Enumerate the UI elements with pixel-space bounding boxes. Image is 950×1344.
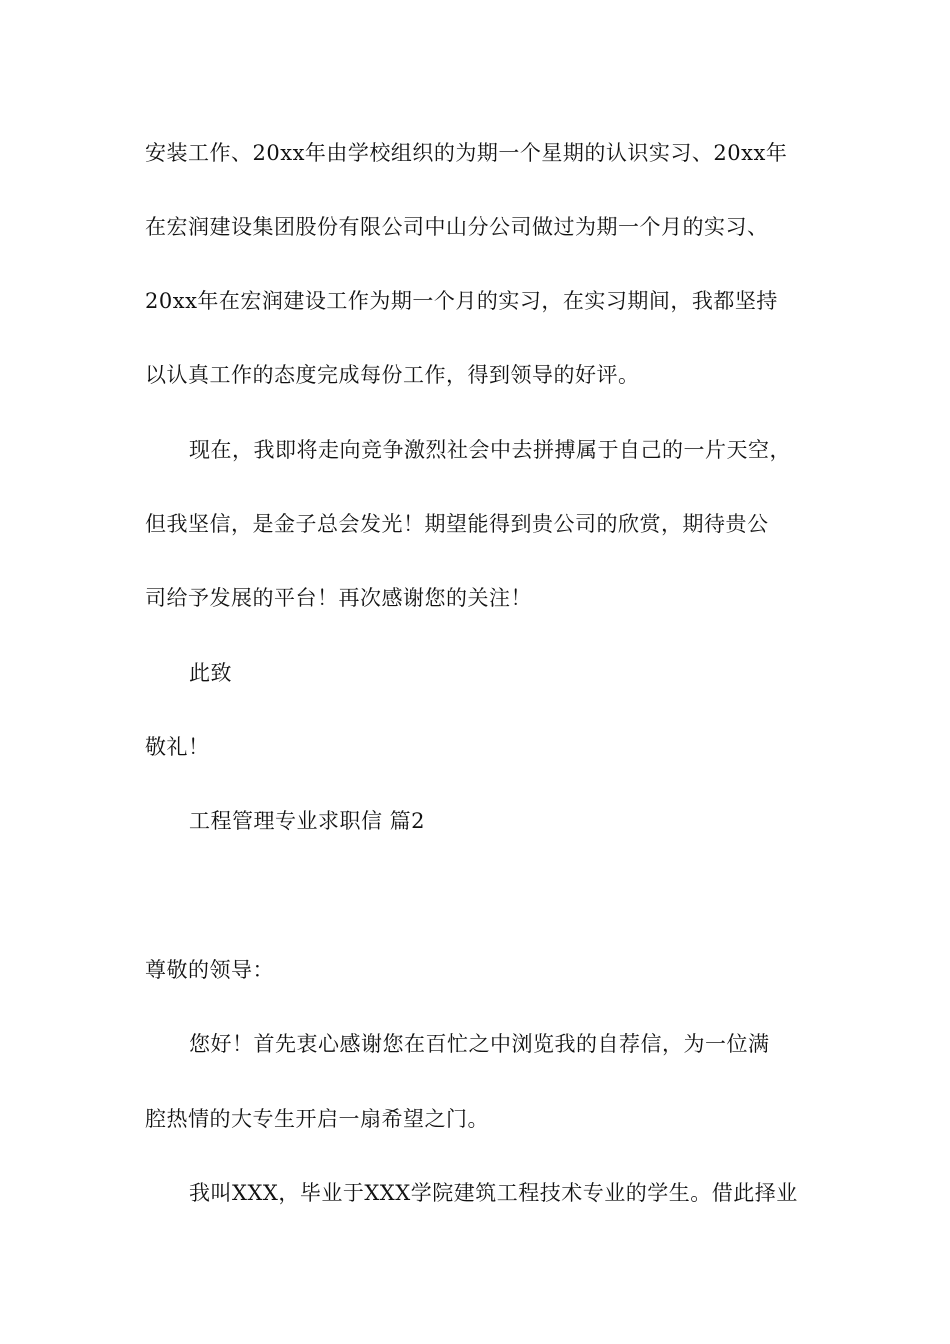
paragraph-line: 您好！首先衷心感谢您在百忙之中浏览我的自荐信，为一位满 — [189, 1032, 770, 1056]
paragraph-line: 司给予发展的平台！再次感谢您的关注！ — [145, 586, 532, 610]
paragraph-line: 安装工作、20xx年由学校组织的为期一个星期的认识实习、20xx年 — [145, 141, 788, 165]
paragraph-line: 但我坚信，是金子总会发光！期望能得到贵公司的欣赏，期待贵公 — [145, 512, 769, 536]
closing-regards: 敬礼！ — [145, 735, 210, 759]
paragraph-line: 在宏润建设集团股份有限公司中山分公司做过为期一个月的实习、 — [145, 215, 769, 239]
paragraph-line: 20xx年在宏润建设工作为期一个月的实习，在实习期间，我都坚持 — [145, 289, 778, 313]
paragraph-line: 腔热情的大专生开启一扇希望之门。 — [145, 1107, 489, 1131]
greeting: 尊敬的领导： — [145, 958, 274, 982]
paragraph-line: 现在，我即将走向竞争激烈社会中去拼搏属于自己的一片天空， — [189, 438, 791, 462]
section-heading: 工程管理专业求职信 篇2 — [189, 809, 426, 833]
closing-salutation: 此致 — [189, 661, 232, 685]
paragraph-line: 我叫XXX，毕业于XXX学院建筑工程技术专业的学生。借此择业 — [189, 1181, 798, 1205]
paragraph-line: 以认真工作的态度完成每份工作，得到领导的好评。 — [145, 363, 640, 387]
